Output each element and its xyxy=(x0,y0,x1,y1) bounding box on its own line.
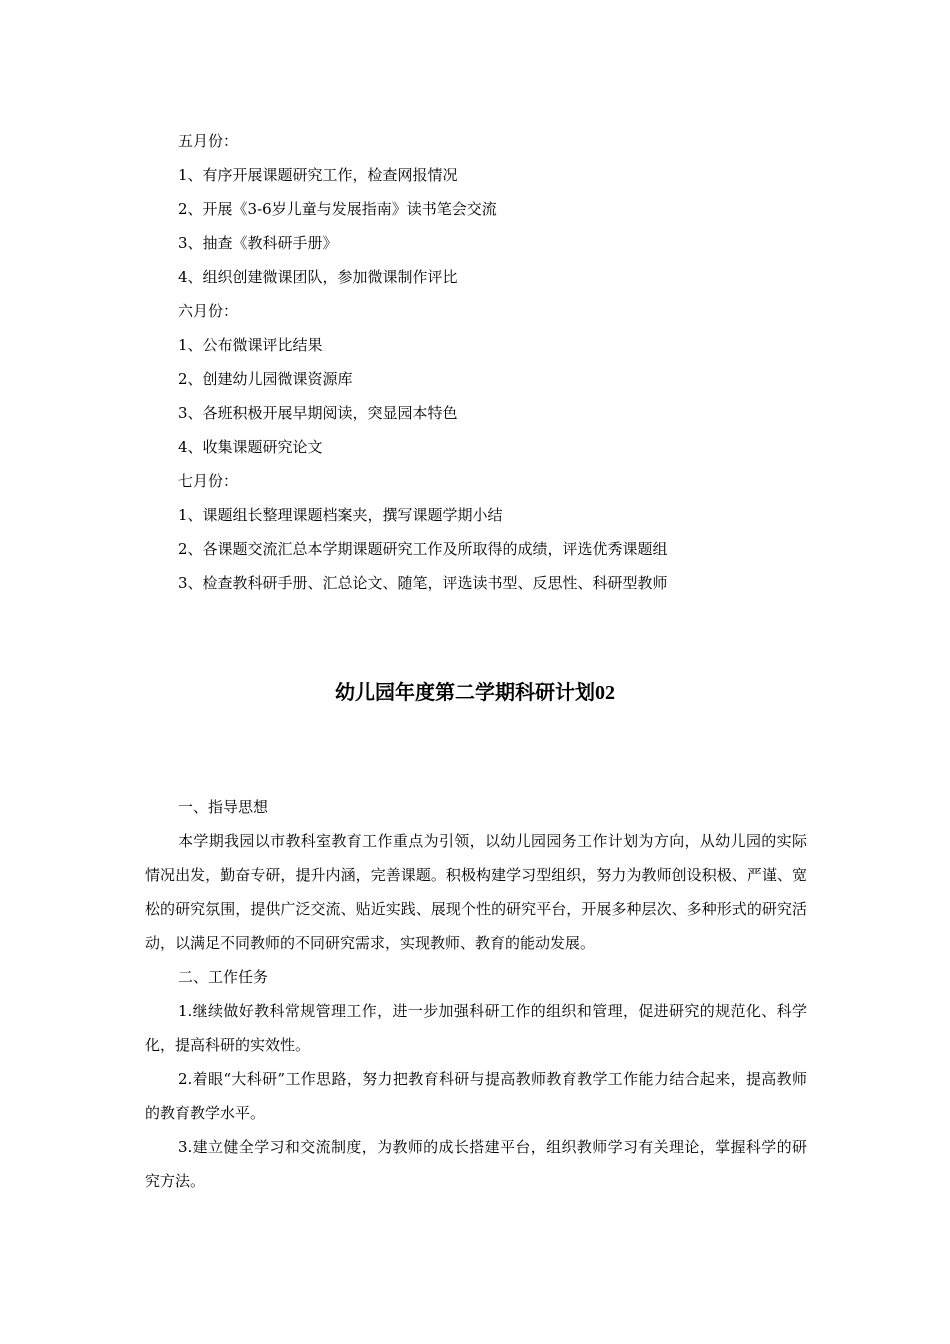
june-heading: 六月份： xyxy=(178,302,239,320)
list-item: 3、各班积极开展早期阅读，突显园本特色 xyxy=(178,404,458,422)
task-paragraph: 2.着眼“大科研”工作思路，努力把教育科研与提高教师教育教学工作能力结合起来，提高教师的教育教学水平。 xyxy=(145,1070,807,1122)
document-title: 幼儿园年度第二学期科研计划02 xyxy=(335,682,615,704)
list-item: 2、创建幼儿园微课资源库 xyxy=(178,370,353,388)
list-item: 3、检查教科研手册、汇总论文、随笔，评选读书型、反思性、科研型教师 xyxy=(178,574,668,592)
list-item: 1、课题组长整理课题档案夹，撰写课题学期小结 xyxy=(178,506,503,524)
july-heading: 七月份： xyxy=(178,472,239,490)
document-body xyxy=(145,790,807,1198)
section-heading-tasks: 二、工作任务 xyxy=(178,968,269,986)
list-item: 1、有序开展课题研究工作，检查网报情况 xyxy=(178,166,458,184)
list-item: 3、抽查《教科研手册》 xyxy=(178,234,338,252)
list-item: 1、公布微课评比结果 xyxy=(178,336,323,354)
task-paragraph: 1.继续做好教科常规管理工作，进一步加强科研工作的组织和管理，促进研究的规范化、科学化，提高科研的实效性。 xyxy=(145,1002,807,1054)
task-paragraph: 3.建立健全学习和交流制度，为教师的成长搭建平台，组织教师学习有关理论，掌握科学的研究方法。 xyxy=(145,1138,807,1190)
may-heading: 五月份： xyxy=(178,132,239,150)
monthly-plan-list xyxy=(178,124,798,600)
list-item: 2、各课题交流汇总本学期课题研究工作及所取得的成绩，评选优秀课题组 xyxy=(178,540,668,558)
section-heading-guiding-thought: 一、指导思想 xyxy=(178,798,269,816)
list-item: 2、开展《3-6岁儿童与发展指南》读书笔会交流 xyxy=(178,200,497,218)
list-item: 4、组织创建微课团队，参加微课制作评比 xyxy=(178,268,458,286)
list-item: 4、收集课题研究论文 xyxy=(178,438,323,456)
paragraph-guiding-thought: 本学期我园以市教科室教育工作重点为引领，以幼儿园园务工作计划为方向，从幼儿园的实际情况出发，勤奋专研，提升内涵，完善课题。积极构建学习型组织，努力为教师创设积极、严谨、宽松的研究氛围，提供广泛交流、贴近实践、展现个性的研究平台，开展多种层次、多种形式的研究活动，以满足不同教师的不同研究需求，实现教师、教育的能动发展。 xyxy=(145,832,807,952)
